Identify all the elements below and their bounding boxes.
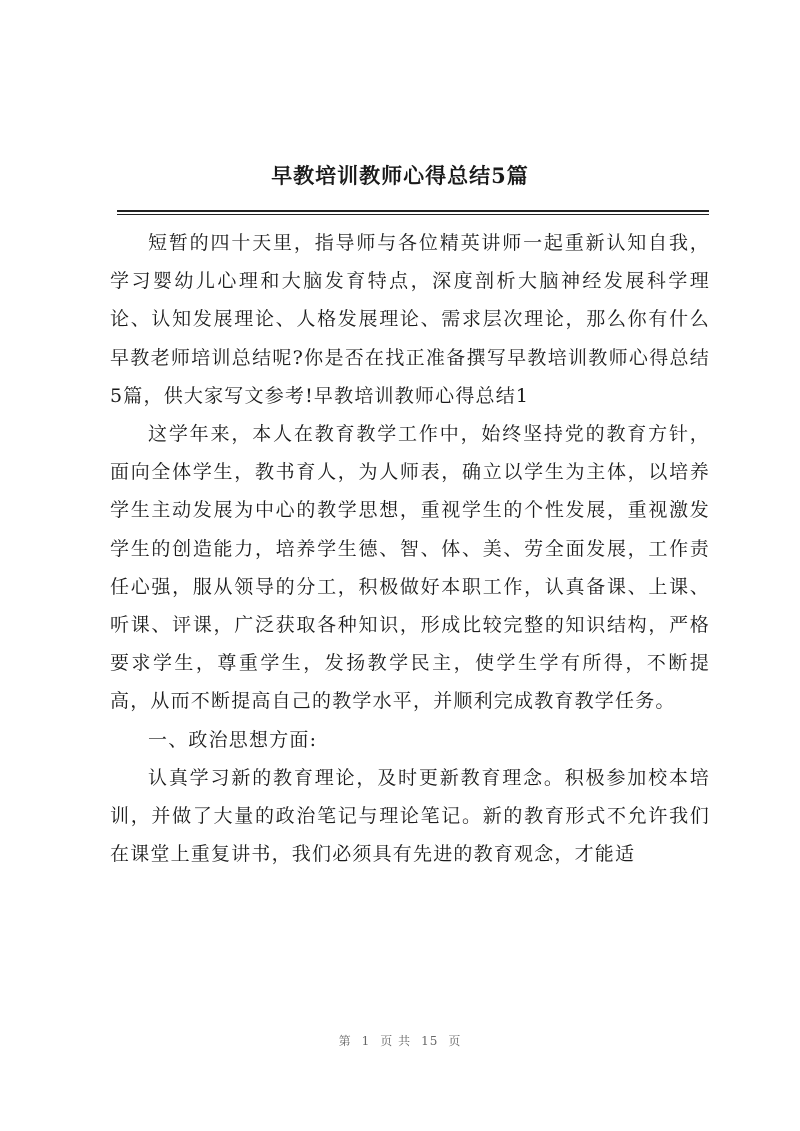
document-body	[110, 224, 710, 873]
paragraph-politics: 认真学习新的教育理论，及时更新教育理念。积极参加校本培训，并做了大量的政治笔记与理论笔记。新的教育形式不允许我们在课堂上重复讲书，我们必须具有先进的教育观念，才能适	[110, 766, 710, 866]
page-footer	[0, 1032, 800, 1049]
footer-total-suffix: 页	[448, 1034, 462, 1048]
paragraph-summary: 这学年来，本人在教育教学工作中，始终坚持党的教育方针，面向全体学生，教书育人，为人师表，确立以学生为主体，以培养学生主动发展为中心的教学思想，重视学生的个性发展，重视激发学生的创造能力，培养学生德、智、体、美、劳全面发展，工作责任心强，服从领导的分工，积极做好本职工作，认真备课、上课、听课、评课，广泛获取各种知识，形成比较完整的知识结构，严格要求学生，尊重学生，发扬教学民主，使学生学有所得，不断提高，从而不断提高自己的教学水平，并顺利完成教育教学任务。	[110, 423, 710, 713]
section-heading-politics: 一、政治思想方面:	[148, 728, 318, 751]
footer-total-prefix: 页 共	[380, 1034, 412, 1048]
title-divider	[117, 210, 709, 215]
footer-current-page: 1	[361, 1034, 371, 1048]
footer-page-label: 第	[338, 1034, 352, 1048]
document-title: 早教培训教师心得总结5篇	[271, 163, 529, 188]
paragraph-intro: 短暂的四十天里，指导师与各位精英讲师一起重新认知自我，学习婴幼儿心理和大脑发育特点，深度剖析大脑神经发展科学理论、认知发展理论、人格发展理论、需求层次理论，那么你有什么早教老师培训总结呢?你是否在找正准备撰写早教培训教师心得总结5篇，供大家写文参考!早教培训教师心得总结1	[110, 232, 710, 407]
footer-total-pages: 15	[421, 1034, 439, 1048]
